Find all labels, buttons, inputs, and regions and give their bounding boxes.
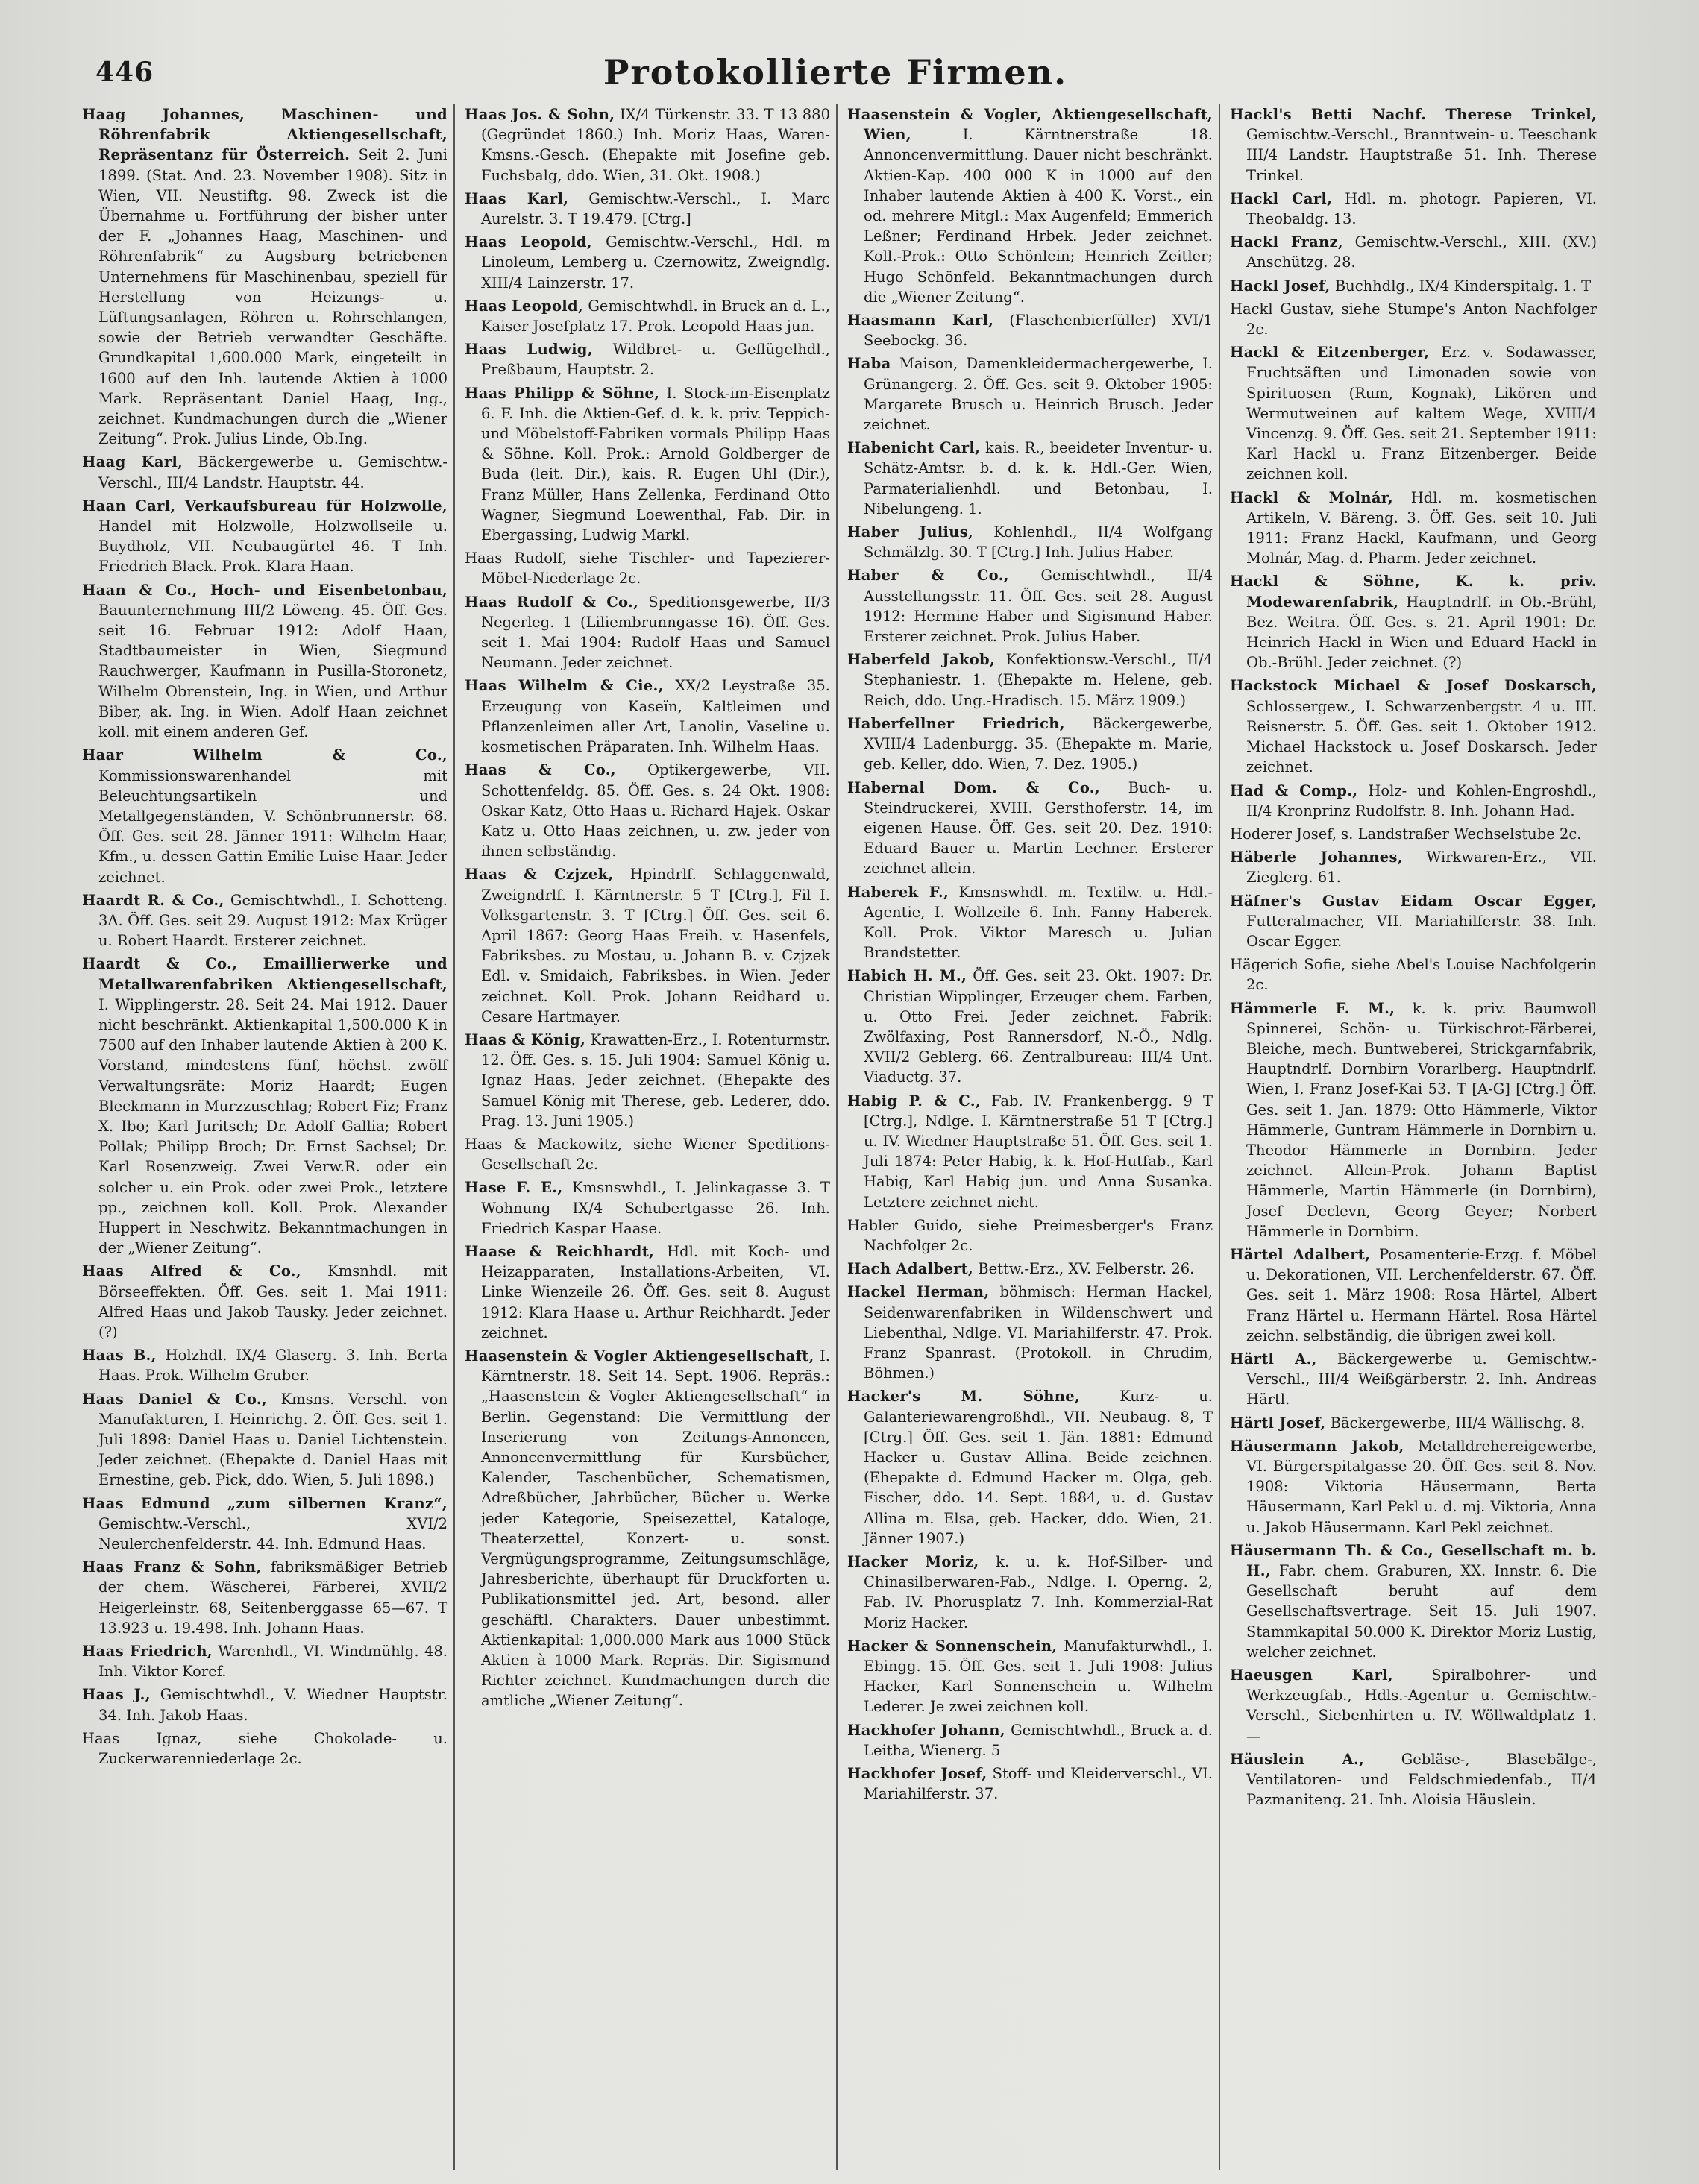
firm-name: Häusermann Th. & Co., Gesellschaft m. b. H., [1230, 1541, 1597, 1580]
entry-text: Gemischtwhdl. in Bruck an d. L., Kaiser Josefplatz 17. Prok. Leopold Haas jun. [481, 297, 830, 336]
firm-name: Haas Alfred & Co., [82, 1262, 301, 1280]
firm-name: Haase & Reichhardt, [465, 1242, 655, 1260]
firm-name: Haasenstein & Vogler Aktiengesellschaft, [465, 1347, 814, 1365]
entry-text: I. Stock-im-Eisenplatz 6. F. Inh. die Aktien-Gef. d. k. k. priv. Teppich- und Möbelstoff-Fabriken vormals Philipp Haas & Söhne. Koll. Prok.: Arnold Goldberger de Buda (leit. Dir.), kais. R. Eugen Uhl (Dir.), Franz Müller, Hans Zellenka, Ferdinand Otto Wagner, Siegmund Loewenthal, Fab. Dir. in Ebergassing, Ludwig Markl. [481, 384, 830, 544]
directory-entry [465, 1030, 830, 1131]
entry-text: Speditionsgewerbe, II/3 Negerleg. 1 (Liliembrunngasse 16). Öff. Ges. seit 1. Mai 1904: Rudolf Haas und Samuel Neumann. Jeder zeichnet. [481, 593, 830, 672]
entry-text: Haas Rudolf, siehe Tischler- und Tapezierer-Möbel-Niederlage 2c. [465, 550, 830, 588]
entry-text: Maison, Damenkleidermachergewerbe, I. Grünangerg. 2. Öff. Ges. seit 9. Oktober 1905: Margarete Brusch u. Heinrich Brusch. Jeder zeichnet. [864, 355, 1213, 434]
entry-text: Gemischtwhdl., Bruck a. d. Leitha, Wienerg. 5 [864, 1721, 1213, 1759]
entry-text: k. k. priv. Baumwoll Spinnerei, Schön- u. Türkischrot-Färberei, Bleiche, mech. Buntweberei, Strickgarnfabrik, Hauptndrlf. Dornbirn Vorarlberg. Hauptndrlf. Wien, I. Franz Josef-Kai 53. T [A-G] [Ctrg.] Öff. Ges. seit 1. Jan. 1879: Otto Hämmerle, Viktor Hämmerle, Guntram Hämmerle in Dornbirn u. Theodor Hämmerle in Dornbirn. Jeder zeichnet. Allein-Prok. Johann Baptist Hämmerle, Martin Hämmerle (in Dornbirn), Josef Declevn, Georg Geyer; Norbert Hämmerle in Dornbirn. [1246, 999, 1597, 1240]
directory-entry [1230, 104, 1597, 186]
directory-entry [82, 496, 447, 577]
directory-entry [847, 1552, 1213, 1633]
firm-name: Hach Adalbert, [847, 1260, 974, 1278]
directory-entry [847, 1215, 1213, 1256]
firm-name: Haas & Co., [465, 761, 616, 779]
firm-name: Haberfellner Friedrich, [847, 714, 1065, 732]
directory-entry [1230, 299, 1597, 339]
firm-name: Haas Ludwig, [465, 341, 593, 359]
directory-entry [847, 310, 1213, 350]
directory-entry [847, 882, 1213, 963]
firm-name: Haan & Co., Hoch- und Eisenbetonbau, [82, 581, 447, 599]
entry-text: Bettw.-Erz., XV. Felberstr. 26. [978, 1260, 1195, 1278]
firm-name: Haan Carl, Verkaufsbureau für Holzwolle, [82, 497, 447, 514]
firm-name: Häfner's Gustav Eidam Oscar Egger, [1230, 892, 1597, 910]
firm-name: Haberek F., [847, 883, 949, 901]
directory-entry [82, 1389, 447, 1491]
firm-name: Häusermann Jakob, [1230, 1437, 1404, 1455]
firm-name: Hase F. E., [465, 1179, 563, 1197]
firm-name: Haas Philipp & Söhne, [465, 384, 660, 402]
firm-name: Haas Edmund „zum silbernen Kranz“, [82, 1494, 447, 1512]
directory-entry [1230, 824, 1597, 844]
directory-entry [82, 1641, 447, 1681]
directory-entry [1230, 954, 1597, 995]
entry-text: Gemischtwhdl., I. Schotteng. 3A. Öff. Ges. seit 29. August 1912: Max Krüger u. Robert Haardt. Ersterer zeichnet. [98, 891, 447, 950]
entry-text: Posamenterie-Erzg. f. Möbel u. Dekorationen, VII. Lerchenfelderstr. 67. Öff. Ges. seit 1. März 1908: Rosa Härtel, Albert Franz Härtel u. Hermann Härtel. Rosa Härtel zeichn. selbständig, die übrigen zwei koll. [1246, 1245, 1598, 1344]
firm-name: Hackstock Michael & Josef Doskarsch, [1230, 677, 1597, 695]
page-number: 446 [95, 57, 154, 88]
directory-entry [1230, 342, 1597, 484]
entry-text: Krawatten-Erz., I. Rotenturmstr. 12. Öff. Ges. s. 15. Juli 1904: Samuel König u. Ignaz Haas. Jeder zeichnet. (Ehepakte des Samuel König mit Therese, geb. Lederer, ddo. Prag. 13. Juni 1905.) [481, 1030, 830, 1130]
entry-text: Bäckergewerbe, III/4 Wällischg. 8. [1330, 1414, 1586, 1432]
entry-text: Gemischtw.-Verschl., Branntwein- u. Teeschank III/4 Landstr. Hauptstraße 51. Inh. Therese Trinkel. [1246, 126, 1597, 184]
firm-name: Hackl Franz, [1230, 233, 1344, 251]
directory-entry [465, 676, 830, 757]
column-2 [465, 104, 838, 2170]
firm-name: Haas J., [82, 1686, 151, 1704]
entry-text: fabriksmäßiger Betrieb der chem. Wäscherei, Färberei, XVII/2 Heigerleinstr. 68, Seitenberggasse 65—67. T 13.923 u. 19.498. Inh. Johann Haas. [98, 1558, 447, 1637]
entry-text: Bäckergewerbe, XVIII/4 Ladenburgg. 35. (Ehepakte m. Marie, geb. Keller, ddo. Wien, 7. Dez. 1905.) [864, 714, 1213, 773]
firm-name: Hackl & Molnár, [1230, 488, 1394, 506]
firm-name: Habich H. M., [847, 967, 967, 985]
directory-entry [1230, 189, 1597, 229]
entry-text: Bäckergewerbe u. Gemischtw.-Verschl., III/4 Weißgärberstr. 2. Inh. Andreas Härtl. [1246, 1350, 1597, 1409]
entry-text: Futteralmacher, VII. Mariahilferstr. 38. Inh. Oscar Egger. [1246, 912, 1597, 950]
directory-entry [82, 452, 447, 492]
entry-text: Bäckergewerbe u. Gemischtw.-Verschl., III/4 Landstr. Hauptstr. 44. [98, 453, 448, 491]
entry-text: Gemischtwhdl., II/4 Ausstellungsstr. 11. Öff. Ges. seit 28. August 1912: Hermine Haber und Sigismund Haber. Ersterer zeichnet. Prok. Julius Haber. [864, 567, 1213, 646]
firm-name: Hackl Josef, [1230, 277, 1331, 295]
firm-name: Haas Karl, [465, 189, 569, 207]
firm-name: Haas Wilhelm & Cie., [465, 677, 664, 695]
directory-entry [465, 1346, 830, 1711]
directory-entry [1230, 998, 1597, 1242]
entry-text: Fab. IV. Frankenbergg. 9 T [Ctrg.], Ndlge. I. Kärntnerstraße 51 T [Ctrg.] u. IV. Wiedner Hauptstraße 51. Öff. Ges. seit 1. Juli 1874: Peter Habig, k. k. Hof-Hutfab., Karl Habig, Karl Habig jun. und Anna Susanka. Letztere zeichnet nicht. [864, 1092, 1213, 1211]
firm-name: Hackhofer Johann, [847, 1721, 1005, 1739]
firm-name: Härtel Adalbert, [1230, 1245, 1371, 1263]
directory-entry [465, 864, 830, 1027]
firm-name: Haber & Co., [847, 567, 1009, 585]
directory-entry [82, 1728, 447, 1769]
firm-name: Haber Julius, [847, 523, 974, 541]
directory-entry [847, 1763, 1213, 1804]
directory-entry [1230, 847, 1597, 887]
entry-text: Fabr. chem. Graburen, XX. Innstr. 6. Die Gesellschaft beruht auf dem Gesellschaftsvertrage. Seit 15. Juli 1907. Stammkapital 50.000 K. Direktor Moriz Lustig, welcher zeichnet. [1246, 1562, 1597, 1661]
firm-name: Hackel Herman, [847, 1283, 990, 1301]
firm-name: Hackl & Söhne, K. k. priv. Modewarenfabrik, [1230, 573, 1597, 611]
column-3 [847, 104, 1220, 2170]
entry-text: IX/4 Türkenstr. 33. T 13 880 (Gegründet 1860.) Inh. Moriz Haas, Waren-Kmsns.-Gesch. (Ehepakte mit Josefine geb. Fuchsbalg, ddo. Wien, 31. Okt. 1908.) [481, 106, 830, 184]
firm-name: Haas Daniel & Co., [82, 1390, 267, 1408]
firm-name: Haeusgen Karl, [1230, 1667, 1393, 1684]
directory-entry [1230, 1349, 1597, 1410]
firm-name: Habernal Dom. & Co., [847, 778, 1100, 796]
directory-entry [1230, 1541, 1597, 1662]
firm-name: Had & Comp., [1230, 781, 1358, 799]
directory-entry [847, 1386, 1213, 1549]
firm-name: Hacker's M. Söhne, [847, 1388, 1081, 1406]
entry-text: Buch- u. Steindruckerei, XVIII. Gersthoferstr. 14, im eigenen Hause. Öff. Ges. seit 20. Dez. 1910: Eduard Bauer u. Martin Lechner. Ersterer zeichnet allein. [864, 778, 1213, 878]
firm-name: Hämmerle F. M., [1230, 999, 1395, 1017]
directory-entry [1230, 488, 1597, 569]
directory-entry [82, 1494, 447, 1555]
firm-name: Haas Franz & Sohn, [82, 1558, 262, 1576]
entry-text: Optikergewerbe, VII. Schottenfeldg. 85. Öff. Ges. s. 24 Okt. 1908: Oskar Katz, Otto Haas u. Richard Hajek. Oskar Katz u. Otto Haas zeichnen, u. zw. jeder von ihnen selbständig. [481, 761, 831, 860]
entry-text: Stoff- und Kleiderverschl., VI. Mariahilferstr. 37. [864, 1765, 1213, 1803]
directory-entry [847, 104, 1213, 307]
directory-entry [465, 383, 830, 546]
firm-name: Hackl Carl, [1230, 189, 1333, 207]
firm-name: Haag Karl, [82, 453, 183, 471]
page-title: Protokollierte Firmen. [603, 52, 1068, 92]
entry-text: Metalldrehereigewerbe, VI. Bürgerspitalgasse 20. Öff. Ges. seit 8. Nov. 1908: Viktoria Häusermann, Berta Häusermann, Karl Pekl u. d. mj. Viktoria, Anna u. Jakob Häusermann. Karl Pekl zeichnet. [1246, 1437, 1597, 1536]
entry-text: Kommissionswarenhandel mit Beleuchtungsartikeln und Metallgegenständen, V. Schönbrunnerstr. 68. Öff. Ges. seit 28. Jänner 1911: Wilhelm Haar, Kfm., u. dessen Gattin Emilie Luise Haar. Jeder zeichnet. [98, 767, 447, 886]
directory-entry [847, 778, 1213, 879]
directory-entry [847, 1091, 1213, 1212]
entry-text: Hpindrlf. Schlaggenwald, Zweigndrlf. I. Kärntnerstr. 5 T [Ctrg.], Fil I. Volksgartenstr. 3. T [Ctrg.] Öff. Ges. seit 6. April 1867: Georg Haas Freih. v. Hasenfels, Fabriksbes. zu Mostau, u. Johann B. v. Czjzek Edl. v. Smidaich, Fabriksbes. in Wien. Jeder zeichnet. Koll. Prok. Johann Reidhard u. Cesare Hartmayer. [481, 866, 830, 1025]
entry-text: Spiralbohrer- und Werkzeugfab., Hdls.-Agentur u. Gemischtw.-Verschl., Siebenhirten u. IV. Wöllwaldplatz 1. — [1246, 1667, 1597, 1745]
firm-name: Haas & König, [465, 1030, 586, 1048]
entry-text: Hauptndrlf. in Ob.-Brühl, Bez. Weitra. Öff. Ges. s. 21. April 1901: Dr. Heinrich Hackl in Wien und Eduard Hackl in Ob.-Brühl. Jeder zeichnet. (?) [1246, 593, 1598, 672]
directory-entry [465, 1177, 830, 1239]
directory-entry [82, 580, 447, 743]
entry-text: Handel mit Holzwolle, Holzwollseile u. Buydholz, VII. Neubaugürtel 46. T Inh. Friedrich Black. Prok. Klara Haan. [98, 517, 447, 576]
entry-text: Manufakturwhdl., I. Ebingg. 15. Öff. Ges. seit 1. Juli 1908: Julius Hacker, Karl Sonnenschein u. Wilhelm Lederer. Je zwei zeichnen koll. [864, 1637, 1213, 1716]
entry-text: Konfektionsw.-Verschl., II/4 Stephaniestr. 1. (Ehepakte m. Helene, geb. Reich, ddo. Ung.-Hradisch. 15. März 1909.) [864, 651, 1213, 709]
firm-name: Härtl Josef, [1230, 1414, 1326, 1432]
firm-name: Haasenstein & Vogler, Aktiengesellschaft, Wien, [847, 106, 1213, 144]
directory-entry [1230, 1413, 1597, 1433]
directory-entry [1230, 676, 1597, 777]
entry-text: Hdl. m. kosmetischen Artikeln, V. Bäreng. 3. Öff. Ges. seit 10. Juli 1911: Franz Hackl, Kaufmann, und Georg Molnár, Mag. d. Pharm. Jeder zeichnet. [1246, 488, 1598, 567]
directory-entry [82, 890, 447, 951]
entry-text: XX/2 Leystraße 35. Erzeugung von Kaseïn, Kaltleimen und Pflanzenleimen aller Art, Lanolin, Vaseline u. kosmetischen Präparaten. Inh. Wilhelm Haas. [481, 677, 831, 756]
firm-name: Haas Rudolf & Co., [465, 593, 639, 611]
entry-text: Öff. Ges. seit 23. Okt. 1907: Dr. Christian Wipplinger, Erzeuger chem. Farben, u. Otto Frei. Jeder zeichnet. Fabrik: Zwölfaxing, Post Rannersdorf, N.-Ö., Ndlg. XVII/2 Geblerg. 66. Zentralbureau: III/4 Unt. Viaductg. 37. [864, 967, 1213, 1086]
firm-name: Haas Friedrich, [82, 1643, 213, 1661]
firm-name: Habenicht Carl, [847, 439, 981, 457]
directory-entry [847, 353, 1213, 435]
entry-text: Habler Guido, siehe Preimesberger's Franz Nachfolger 2c. [847, 1216, 1213, 1254]
firm-name: Haas B., [82, 1347, 157, 1365]
directory-entry [465, 296, 830, 336]
entry-text: Bauunternehmung III/2 Löweng. 45. Öff. Ges. seit 16. Februar 1912: Adolf Haan, Stadtbaumeister in Wien, Siegmund Rauchwerger, Kaufmann in Pusilla-Storonetz, Wilhelm Obrenstein, Ing. in Wien, und Arthur Biber, ak. Ing. in Wien. Adolf Haan zeichnet koll. mit einem anderen Gef. [98, 601, 447, 741]
firm-name: Haberfeld Jakob, [847, 651, 996, 669]
entry-text: Wildbret- u. Geflügelhdl., Preßbaum, Hauptstr. 2. [481, 341, 831, 379]
directory-entry [1230, 1244, 1597, 1346]
directory-entry [82, 1345, 447, 1385]
entry-text: Gebläse-, Blasebälge-, Ventilatoren- und Feldschmiedenfab., II/4 Pazmaniteng. 21. Inh. Aloisia Häuslein. [1246, 1750, 1598, 1809]
column-1 [82, 104, 455, 2170]
firm-name: Hacker & Sonnenschein, [847, 1637, 1058, 1655]
entry-text: (Flaschenbierfüller) XVI/1 Seebockg. 36. [864, 312, 1213, 350]
directory-entry [465, 760, 830, 861]
entry-text: Gemischtw.-Verschl., XIII. (XV.) Anschützg. 28. [1246, 233, 1597, 271]
directory-entry [847, 1282, 1213, 1383]
entry-text: Gemischtw.-Verschl., XVI/2 Neulerchenfelderstr. 44. Inh. Edmund Haas. [98, 1514, 447, 1553]
entry-text: Schlossergew., I. Schwarzenbergstr. 4 u. III. Reisnerstr. 5. Öff. Ges. seit 1. Oktober 1912. Michael Hackstock u. Josef Doskarsch. Jeder zeichnet. [1246, 697, 1597, 776]
directory-entry [465, 189, 830, 229]
directory-entry [1230, 1436, 1597, 1538]
directory-entry [82, 1684, 447, 1725]
entry-text: Wirkwaren-Erz., VII. Zieglerg. 61. [1246, 849, 1598, 887]
firm-name: Häberle Johannes, [1230, 849, 1403, 866]
directory-entry [1230, 891, 1597, 952]
directory-entry [847, 966, 1213, 1087]
directory-entry [1230, 1665, 1597, 1746]
firm-name: Hackhofer Josef, [847, 1765, 987, 1783]
directory-entry [847, 1259, 1213, 1279]
firm-name: Härtl A., [1230, 1350, 1317, 1368]
entry-text: I. Wipplingerstr. 28. Seit 24. Mai 1912. Dauer nicht beschränkt. Aktienkapital 1,500.000 K in 7500 auf den Inhaber lautende Aktien à 200 K. Vorstand, mindestens fünf, höchst. zwölf Verwaltungsräte: Moriz Haardt; Eugen Bleckmann in Murzzuschlag; Robert Fiz; Franz X. Ibo; Karl Juritsch; Dr. Adolf Gallia; Robert Pollak; Philipp Broch; Dr. Ernst Sachsel; Dr. Karl Rosenzweig. Zwei Verw.R. oder ein solcher u. ein Prok. oder zwei Prok., letztere pp., zeichnen koll. Koll. Prok. Alexander Huppert in Neschwitz. Bekanntmachungen in der „Wiener Zeitung“. [98, 995, 447, 1257]
entry-text: Buchhdlg., IX/4 Kinderspitalg. 1. T [1334, 277, 1592, 295]
directory-entry [1230, 276, 1597, 296]
firm-name: Haba [847, 355, 891, 373]
entry-text: Kohlenhdl., II/4 Wolfgang Schmälzlg. 30. T [Ctrg.] Inh. Julius Haber. [864, 523, 1213, 561]
directory-entry [82, 745, 447, 887]
directory-entry [1230, 571, 1597, 673]
entry-text: Kmsns. Verschl. von Manufakturen, I. Heinrichg. 2. Öff. Ges. seit 1. Juli 1898: Daniel Haas u. Daniel Lichtenstein. Jeder zeichnet. (Ehepakte d. Daniel Haas mit Ernestine, geb. Pick, ddo. Wien, 5. Juli 1898.) [98, 1390, 448, 1489]
column-4 [1230, 104, 1603, 2170]
entry-text: Gemischtwhdl., V. Wiedner Hauptstr. 34. Inh. Jakob Haas. [98, 1686, 447, 1724]
entry-text: Gemischtw.-Verschl., I. Marc Aurelstr. 3. T 19.479. [Ctrg.] [481, 189, 831, 228]
entry-text: Hägerich Sofie, siehe Abel's Louise Nachfolgerin 2c. [1230, 956, 1597, 994]
entry-text: Erz. v. Sodawasser, Fruchtsäften und Limonaden sowie von Spirituosen (Rum, Kognak), Likören und Wermutweinen auf kaltem Wege, XVIII/4 Vincenzg. 9. Öff. Ges. seit 21. September 1911: Karl Hackl u. Franz Eitzenberger. Beide zeichnen koll. [1246, 344, 1597, 483]
directory-entry [1230, 781, 1597, 821]
directory-entry [847, 438, 1213, 519]
firm-name: Haas Jos. & Sohn, [465, 106, 615, 123]
firm-name: Haas Leopold, [465, 233, 592, 251]
directory-entry [1230, 232, 1597, 272]
entry-text: Holz- und Kohlen-Engroshdl., II/4 Kronprinz Rudolfstr. 8. Inh. Johann Had. [1246, 781, 1597, 819]
firm-name: Haar Wilhelm & Co., [82, 746, 447, 764]
directory-entry [847, 565, 1213, 646]
entry-text: k. u. k. Hof-Silber- und Chinasilberwaren-Fab., Ndlge. I. Operng. 2, Fab. IV. Phorusplatz 7. Inh. Kommerzial-Rat Moriz Hacker. [864, 1553, 1213, 1631]
firm-name: Hackl's Betti Nachf. Therese Trinkel, [1230, 106, 1597, 123]
firm-name: Hacker Moriz, [847, 1553, 979, 1571]
directory-entry [82, 1557, 447, 1638]
entry-text: Kmsnswhdl., I. Jelinkagasse 3. T Wohnung IX/4 Schubertgasse 26. Inh. Friedrich Kaspar Haase. [481, 1179, 830, 1237]
columns [82, 104, 1604, 2170]
firm-name: Haasmann Karl, [847, 312, 994, 330]
directory-entry [847, 649, 1213, 711]
entry-text: Gemischtw.-Verschl., Hdl. m Linoleum, Lemberg u. Czernowitz, Zweigndlg. XIII/4 Lainzerstr. 17. [481, 233, 830, 292]
entry-text: Seit 2. Juni 1899. (Stat. And. 23. November 1908). Sitz in Wien, VII. Neustiftg. 98. Zweck ist die Übernahme u. Fortführung der bisher unter der F. „Johannes Haag, Maschinen- und Röhrenfabrik“ zu Augsburg betriebenen Unternehmens für Maschinenbau, speziell für Herstellung von Heizungs- u. Lüftungsanlagen, Röhren u. Rohrschlangen, sowie der Betrieb verwandter Geschäfte. Grundkapital 1,600.000 Mark, eingeteilt in 1600 auf den Inh. lautende Aktien à 1000 Mark. Repräsentant Daniel Haag, Ing., zeichnet. Kundmachungen durch die „Wiener Zeitung“. Prok. Julius Linde, Ob.Ing. [98, 146, 447, 448]
entry-text: Haas Ignaz, siehe Chokolade- u. Zuckerwarenniederlage 2c. [82, 1729, 447, 1768]
directory-entry [465, 1134, 830, 1174]
directory-entry [82, 954, 447, 1258]
directory-entry [465, 339, 830, 380]
directory-entry [1230, 1749, 1597, 1810]
entry-text: I. Kärntnerstr. 18. Seit 14. Sept. 1906. Repräs.: „Haasenstein & Vogler Aktiengesellschaft“ in Berlin. Gegenstand: Die Vermittlung der Inserierung von Zeitungs-Annoncen, Annoncenvermittlung für Kursbücher, Kalender, Taschenbücher, Schematismen, Adreßbücher, Jahrbücher, Bücher u. Werke jeder Kategorie, Speisezettel, Kataloge, Theaterzettel, Konzert- u. sonst. Vergnügungsprogramme, Zeitungsumschläge, Jahresberichte, überhaupt für Druckforten u. Publikationsmittel jed. Art, besond. aller geschäftl. Charakters. Dauer unbestimmt. Aktienkapital: 1,000.000 Mark aus 1000 Stück Aktien à 1000 Mark. Repräs. Dir. Sigismund Richter zeichnet. Kundmachungen durch die amtliche „Wiener Zeitung“. [481, 1347, 830, 1710]
entry-text: Hdl. m. photogr. Papieren, VI. Theobaldg. 13. [1246, 189, 1597, 228]
entry-text: Hoderer Josef, s. Landstraßer Wechselstube 2c. [1230, 825, 1582, 843]
entry-text: Warenhdl., VI. Windmühlg. 48. Inh. Viktor Koref. [98, 1643, 447, 1681]
entry-text: Kurz- u. Galanteriewarengroßhdl., VII. Neubaug. 8, T [Ctrg.] Öff. Ges. seit 1. Jän. 1881: Edmund Hacker u. Gustav Allina. Beide zeichnen. (Ehepakte d. Edmund Hacker m. Olga, geb. Fischer, ddo. 14. Sept. 1884, u. d. Gustav Allina m. Elsa, geb. Hacker, ddo. Wien, 21. Jänner 1907.) [864, 1388, 1213, 1547]
entry-text: Hdl. mit Koch- und Heizapparaten, Installations-Arbeiten, VI. Linke Wienzeile 26. Öff. Ges. seit 8. August 1912: Klara Haase u. Arthur Reichhardt. Jeder zeichnet. [481, 1242, 830, 1341]
entry-text: böhmisch: Herman Hackel, Seidenwarenfabriken in Wildenschwert und Liebenthal, Ndlge. VI. Mariahilferstr. 47. Prok. Franz Spanrast. (Protokoll. in Chrudim, Böhmen.) [864, 1283, 1213, 1382]
directory-entry [465, 104, 830, 186]
directory-entry [465, 1242, 830, 1343]
directory-entry [465, 592, 830, 673]
firm-name: Häuslein A., [1230, 1750, 1365, 1768]
directory-entry [847, 1636, 1213, 1717]
directory-entry [465, 232, 830, 293]
entry-text: kais. R., beeideter Inventur- u. Schätz-Amtsr. b. d. k. k. Hdl.-Ger. Wien, Parmaterialienhdl. und Betonbau, I. Nibelungeng. 1. [864, 439, 1213, 517]
firm-name: Haardt & Co., Emaillierwerke und Metallwarenfabriken Aktiengesellschaft, [82, 955, 447, 993]
directory-entry [847, 714, 1213, 775]
entry-text: Haas & Mackowitz, siehe Wiener Speditions-Gesellschaft 2c. [465, 1135, 830, 1174]
firm-name: Haardt R. & Co., [82, 891, 224, 909]
page-header [82, 52, 1589, 97]
firm-name: Haas Leopold, [465, 297, 584, 315]
directory-entry [847, 522, 1213, 562]
firm-name: Haag Johannes, Maschinen- und Röhrenfabrik Aktiengesellschaft, Repräsentanz für Österreich. [82, 106, 447, 164]
entry-text: Kmsnhdl. mit Börseeffekten. Öff. Ges. seit 1. Mai 1911: Alfred Haas und Jakob Tausky. Jeder zeichnet. (?) [98, 1262, 448, 1341]
entry-text: Kmsnswhdl. m. Textilw. u. Hdl.-Agentie, I. Wollzeile 6. Inh. Fanny Haberek. Koll. Prok. Viktor Maresch u. Julian Brandstetter. [864, 883, 1213, 962]
entry-text: Holzhdl. IX/4 Glaserg. 3. Inh. Berta Haas. Prok. Wilhelm Gruber. [98, 1347, 448, 1385]
entry-text: I. Kärntnerstraße 18. Annoncenvermittlung. Dauer nicht beschränkt. Aktien-Kap. 400 000 K in 1000 auf den Inhaber lautende Aktien à 400 K. Vorst., ein od. mehrere Mitgl.: Max Augenfeld; Emmerich Leßner; Ferdinand Hrbek. Jeder zeichnet. Koll.-Prok.: Otto Schönlein; Heinrich Zeitler; Hugo Schönfeld. Bekanntmachungen durch die „Wiener Zeitung“. [864, 126, 1213, 306]
directory-entry [82, 1261, 447, 1342]
directory-entry [82, 104, 447, 449]
firm-name: Habig P. & C., [847, 1092, 981, 1110]
directory-entry [465, 548, 830, 588]
entry-text: Hackl Gustav, siehe Stumpe's Anton Nachfolger 2c. [1230, 300, 1597, 339]
firm-name: Hackl & Eitzenberger, [1230, 344, 1430, 362]
directory-entry [847, 1720, 1213, 1760]
firm-name: Haas & Czjzek, [465, 866, 614, 884]
